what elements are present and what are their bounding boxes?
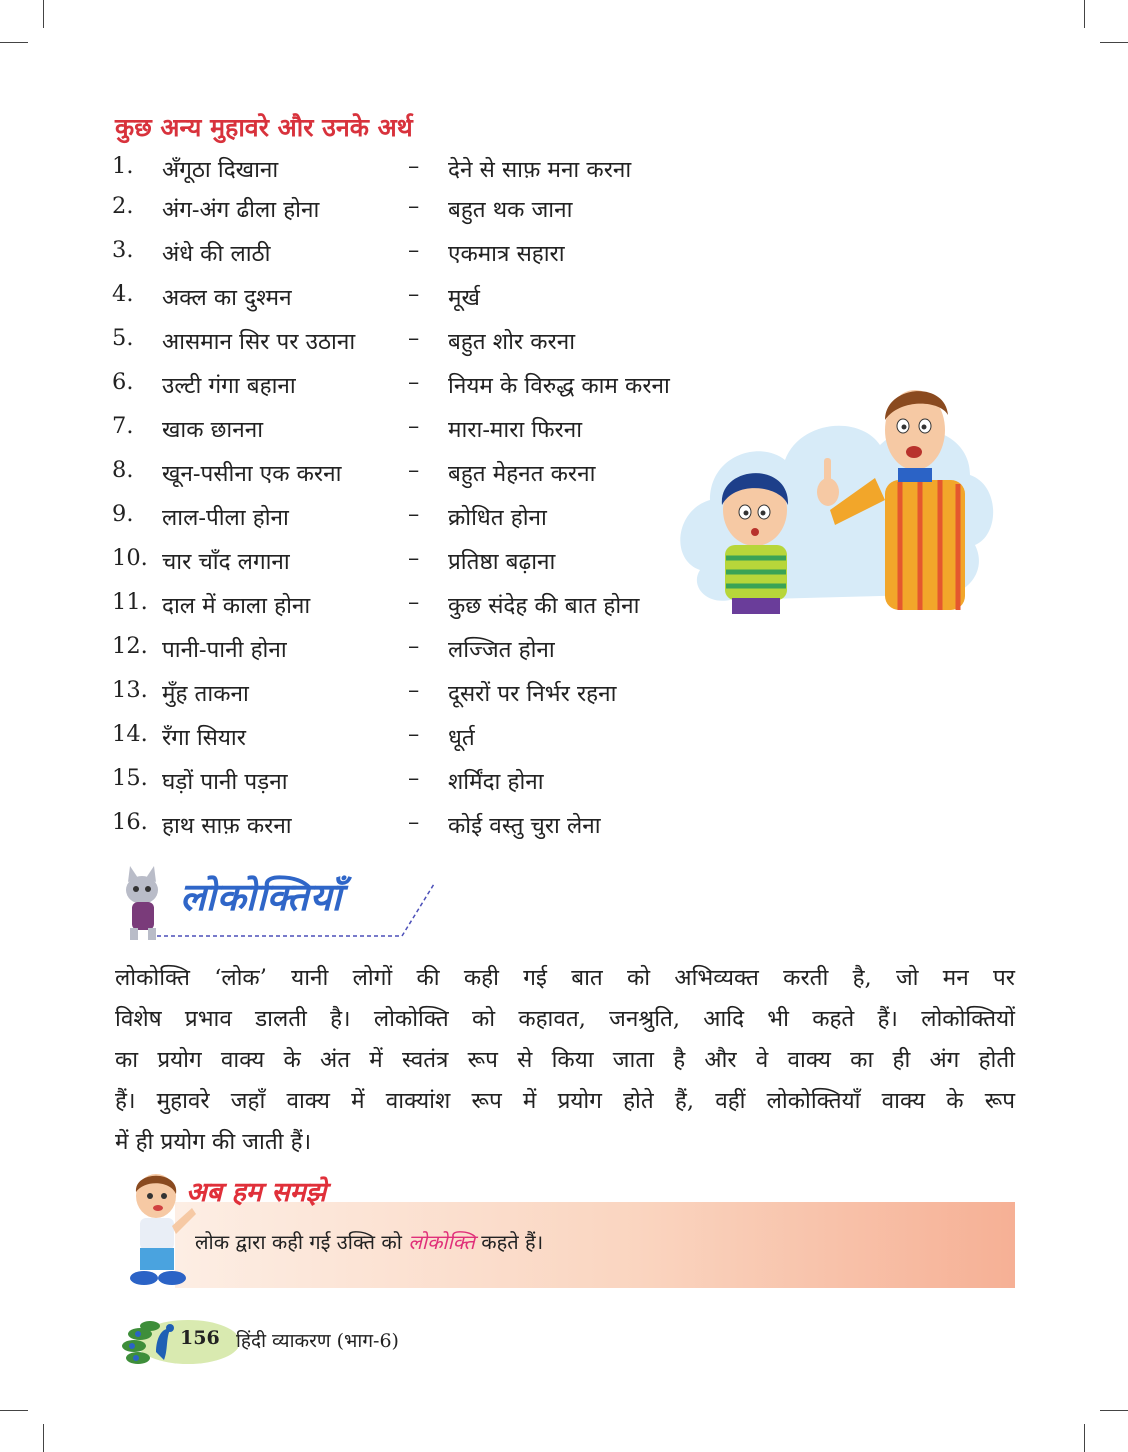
peacock-icon [118,1316,238,1368]
idiom-dash: – [408,633,420,659]
idiom-number: 16. [112,809,148,835]
idiom-meaning: एकमात्र सहारा [448,241,565,267]
idiom-number: 14. [112,721,148,747]
idiom-meaning: बहुत मेहनत करना [448,461,596,487]
idiom-dash: – [408,193,420,219]
idiom-phrase: खून-पसीना एक करना [162,461,342,487]
idiom-phrase: मुँह ताकना [162,681,249,707]
idiom-phrase: घड़ों पानी पड़ना [162,769,288,795]
idiom-phrase: पानी-पानी होना [162,637,287,663]
idiom-meaning: क्रोधित होना [448,505,547,531]
idiom-dash: – [408,325,420,351]
idiom-number: 5. [112,325,134,351]
idiom-meaning: दूसरों पर निर्भर रहना [448,681,617,707]
idiom-phrase: खाक छानना [162,417,264,443]
idiom-number: 7. [112,413,134,439]
idiom-dash: – [408,457,420,483]
crop-mark [1100,1410,1128,1411]
idiom-meaning: शर्मिंदा होना [448,769,544,795]
book-title: हिंदी व्याकरण (भाग-6) [236,1330,399,1352]
idiom-meaning: मारा-मारा फिरना [448,417,583,443]
section-title: कुछ अन्य मुहावरे और उनके अर्थ [115,113,413,142]
idiom-phrase: अँगूठा दिखाना [162,157,279,183]
idiom-meaning: लज्जित होना [448,637,555,663]
lokokti-paragraph [115,958,1015,1163]
paragraph-line: का प्रयोग वाक्य के अंत में स्वतंत्र रूप से किया जाता है और वे वाक्य का ही अंग होती [115,1047,1015,1073]
idiom-dash: – [408,153,420,179]
scolding-illustration [670,360,1000,620]
note-text [195,1228,543,1255]
idiom-number: 13. [112,677,148,703]
idiom-phrase: अक्ल का दुश्मन [162,285,292,311]
idiom-meaning: बहुत शोर करना [448,329,576,355]
paragraph-line: हैं। मुहावरे जहाँ वाक्य में वाक्यांश रूप में प्रयोग होते हैं, वहीं लोकोक्तियाँ वाक्य के रूप [115,1088,1015,1114]
note-highlight: लोकोक्ति [408,1230,475,1254]
idiom-dash: – [408,809,420,835]
lokokti-title: लोकोक्तियाँ [180,875,343,919]
idiom-dash: – [408,765,420,791]
idiom-dash: – [408,589,420,615]
idiom-phrase: रँगा सियार [162,725,246,751]
crop-mark [1100,42,1128,43]
crop-mark [0,42,28,43]
idiom-phrase: अंधे की लाठी [162,241,271,267]
idiom-phrase: हाथ साफ़ करना [162,813,292,839]
idiom-number: 8. [112,457,134,483]
idiom-number: 2. [112,193,134,219]
crop-mark [1084,1424,1085,1452]
idiom-number: 10. [112,545,148,571]
idiom-number: 9. [112,501,134,527]
idiom-phrase: चार चाँद लगाना [162,549,290,575]
idiom-phrase: उल्टी गंगा बहाना [162,373,296,399]
idiom-phrase: अंग-अंग ढीला होना [162,197,320,223]
idiom-dash: – [408,545,420,571]
idiom-dash: – [408,501,420,527]
crop-mark [1084,0,1085,28]
idiom-dash: – [408,677,420,703]
idiom-number: 3. [112,237,134,263]
idiom-meaning: प्रतिष्ठा बढ़ाना [448,549,556,575]
cat-icon [126,866,158,940]
idiom-dash: – [408,281,420,307]
note-text-before: लोक द्वारा कही गई उक्ति को [195,1230,402,1254]
idiom-meaning: कुछ संदेह की बात होना [448,593,640,619]
idiom-meaning: बहुत थक जाना [448,197,573,223]
page-number: 156 [180,1327,220,1349]
idiom-dash: – [408,413,420,439]
idiom-number: 11. [112,589,148,615]
idiom-meaning: देने से साफ़ मना करना [448,157,632,183]
idiom-number: 1. [112,153,134,179]
idiom-meaning: मूर्ख [448,285,480,311]
idiom-number: 12. [112,633,148,659]
note-heading: अब हम समझे [186,1177,327,1208]
crop-mark [43,0,44,28]
idiom-dash: – [408,721,420,747]
paragraph-line: में ही प्रयोग की जाती हैं। [115,1129,312,1155]
idiom-number: 4. [112,281,134,307]
paragraph-line: विशेष प्रभाव डालती है। लोकोक्ति को कहावत, जनश्रुति, आदि भी कहते हैं। लोकोक्तियों [115,1006,1015,1032]
idiom-dash: – [408,237,420,263]
idiom-meaning: नियम के विरुद्ध काम करना [448,373,670,399]
idiom-dash: – [408,369,420,395]
idiom-phrase: लाल-पीला होना [162,505,289,531]
idiom-meaning: कोई वस्तु चुरा लेना [448,813,601,839]
idiom-number: 6. [112,369,134,395]
crop-mark [43,1424,44,1452]
idiom-meaning: धूर्त [448,725,475,751]
note-text-after: कहते हैं। [481,1230,544,1254]
idiom-number: 15. [112,765,148,791]
idiom-phrase: दाल में काला होना [162,593,311,619]
crop-mark [0,1410,28,1411]
idiom-phrase: आसमान सिर पर उठाना [162,329,356,355]
paragraph-line: लोकोक्ति ‘लोक’ यानी लोगों की कही गई बात को अभिव्यक्त करती है, जो मन पर [115,965,1015,991]
